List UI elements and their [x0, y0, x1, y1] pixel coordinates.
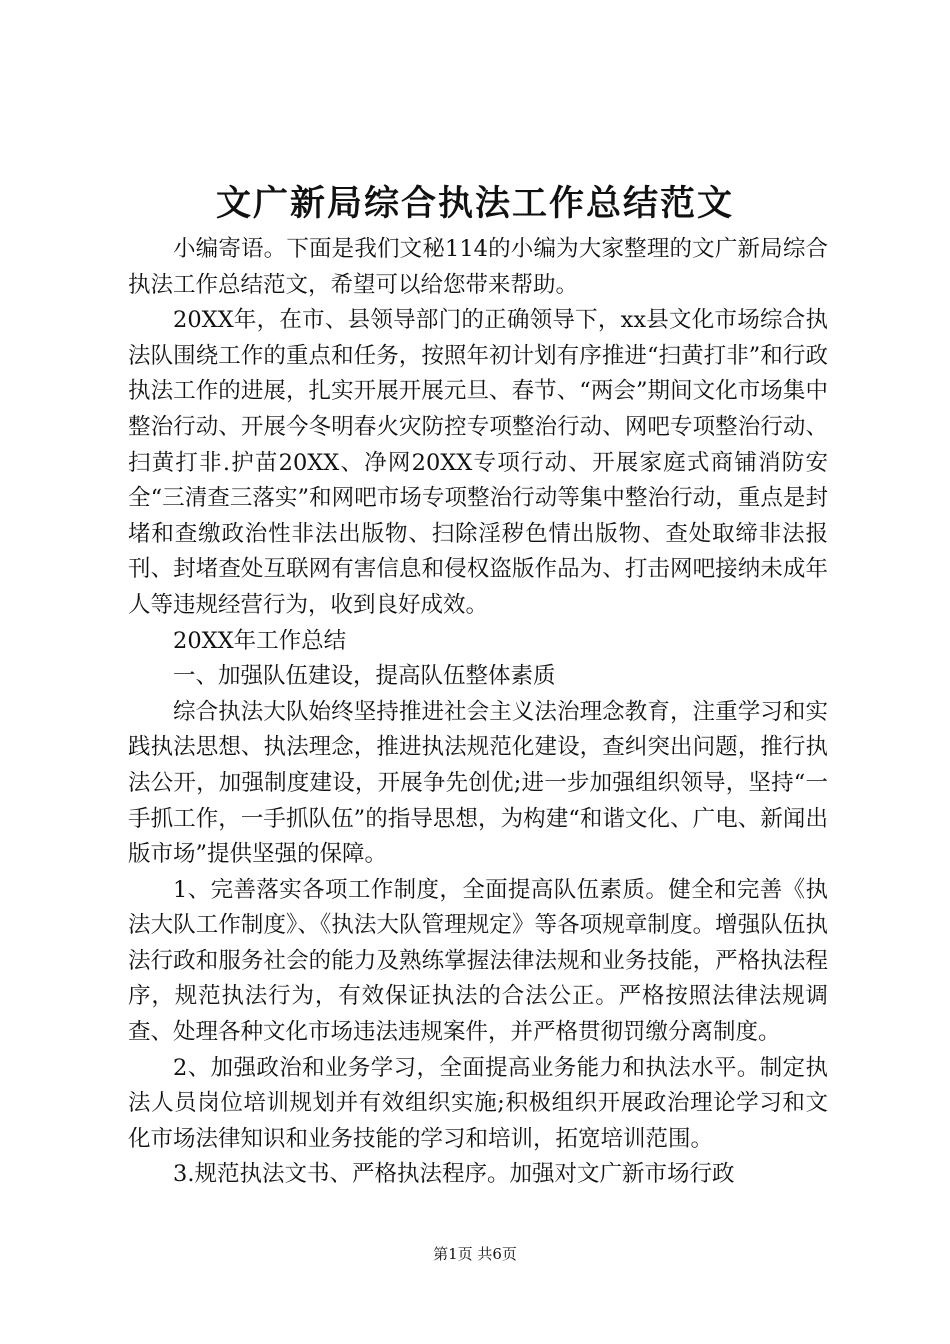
section-heading-summary: 20XX年工作总结 — [173, 627, 347, 654]
paragraph-overview: 20XX年，在市、县领导部门的正确领导下，xx县文化市场综合执法队围绕工作的重点和任务，按照年初计划有序推进“扫黄打非”和行政执法工作的进展，扎实开展开展元旦、春节、“两会”期间文化市场集中整治行动、开展今冬明春火灾防控专项整治行动、网吧专项整治行动、扫黄打非.护苗20XX、净网20XX专项行动、开展家庭式商铺消防安全“三清查三落实”和网吧市场专项整治行动等集中整治行动，重点是封堵和查缴政治性非法出版物、扫除淫秽色情出版物、查处取缔非法报刊、封堵查处互联网有害信息和侵权盗版作品为、打击网吧接纳未成年人等违规经营行为，收到良好成效。 — [128, 307, 828, 618]
document-title: 文广新局综合执法工作总结范文 — [215, 183, 734, 224]
paragraph-item-1: 1、完善落实各项工作制度，全面提高队伍素质。健全和完善《执法大队工作制度》、《执法大队管理规定》等各项规章制度。增强队伍执法行政和服务社会的能力及熟练掌握法律法规和业务技能，严格执法程序，规范执法行为，有效保证执法的合法公正。严格按照法律法规调查、处理各种文化市场违法违规案件，并严格贯彻罚缴分离制度。 — [128, 876, 828, 1046]
paragraph-team-building: 综合执法大队始终坚持推进社会主义法治理念教育，注重学习和实践执法思想、执法理念，推进执法规范化建设，查纠突出问题，推行执法公开，加强制度建设，开展争先创优;进一步加强组织领导，坚持“一手抓工作，一手抓队伍”的指导思想，为构建“和谐文化、广电、新闻出版市场”提供坚强的保障。 — [128, 698, 828, 868]
paragraph-item-2: 2、加强政治和业务学习，全面提高业务能力和执法水平。制定执法人员岗位培训规划并有效组织实施;积极组织开展政治理论学习和文化市场法律知识和业务技能的学习和培训，拓宽培训范围。 — [128, 1054, 828, 1152]
paragraph-intro: 小编寄语。下面是我们文秘114的小编为大家整理的文广新局综合执法工作总结范文，希望可以给您带来帮助。 — [128, 236, 828, 298]
page-footer: 第1页 共6页 — [433, 1245, 517, 1263]
document-body — [128, 232, 828, 1193]
section-heading-team-building: 一、加强队伍建设，提高队伍整体素质 — [173, 663, 556, 690]
paragraph-item-3: 3.规范执法文书、严格执法程序。加强对文广新市场行政 — [173, 1161, 735, 1188]
